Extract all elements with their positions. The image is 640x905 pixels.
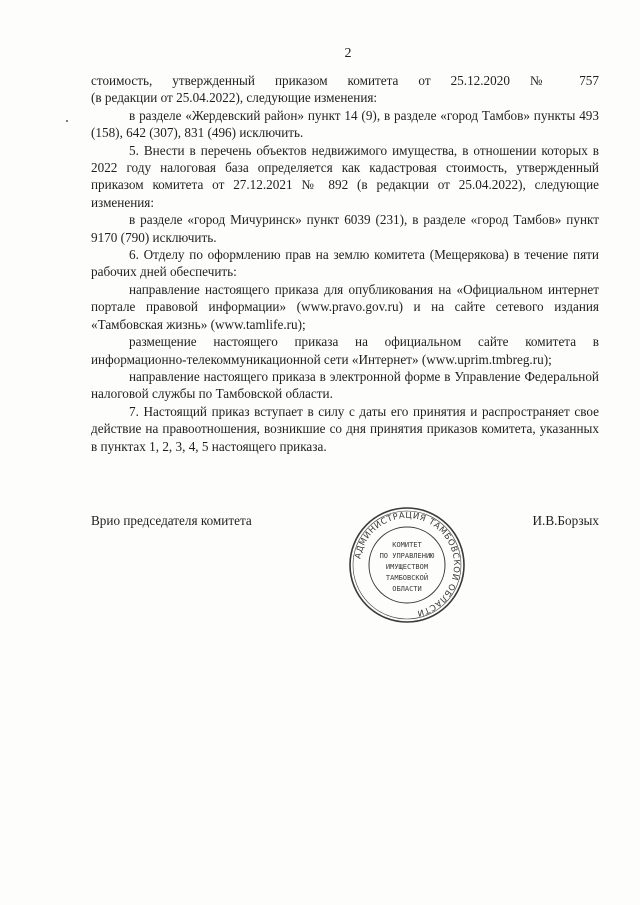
body-paragraph: 7. Настоящий приказ вступает в силу с даты его принятия и распространяет свое действие на правоотношения, возникшие со дня принятия приказов комитета, указанных в пунктах 1, 2, 3, 4, 5 настоящего приказа. <box>91 403 599 454</box>
official-stamp <box>345 503 469 627</box>
body-paragraph: в разделе «Жердевский район» пункт 14 (9), в разделе «город Тамбов» пункты 493 (158), 642 (307), 831 (496) исключить. <box>91 107 599 141</box>
stamp-center-line: ПО УПРАВЛЕНИЮ <box>379 552 435 560</box>
signatory-name: И.В.Борзых <box>532 513 599 528</box>
stamp-seal-graphic <box>345 503 469 627</box>
document-body <box>91 72 599 455</box>
body-paragraph: направление настоящего приказа в электронной форме в Управление Федеральной налоговой службы по Тамбовской области. <box>91 368 599 402</box>
signatory-position: Врио председателя комитета <box>91 513 252 528</box>
body-paragraph: направление настоящего приказа для опубликования на «Официальном интернет портале правовой информации» (www.pravo.gov.ru) и на сайте сетевого издания «Тамбовская жизнь» (www.tamlife.ru); <box>91 281 599 332</box>
body-paragraph: в разделе «город Мичуринск» пункт 6039 (231), в разделе «город Тамбов» пункт 9170 (790) исключить. <box>91 212 599 245</box>
scan-speck <box>66 120 68 122</box>
body-paragraph: 5. Внести в перечень объектов недвижимого имущества, в отношении которых в 2022 году налоговая база определяется как кадастровая стоимость, утвержденный приказом комитета от 27.12.2021 № 892 (в редакции от 25.04.2022), следующие изменения: <box>91 142 599 210</box>
body-paragraph: 6. Отделу по оформлению прав на землю комитета (Мещерякова) в течение пяти рабочих дней обеспечить: <box>91 247 599 280</box>
stamp-ring-text: АДМИНИСТРАЦИЯ ТАМБОВСКОЙ ОБЛАСТИ <box>352 509 463 619</box>
stamp-center-line: ТАМБОВСКОЙ <box>385 574 429 582</box>
stamp-center-line: КОМИТЕТ <box>392 541 422 549</box>
stamp-center-line: ИМУЩЕСТВОМ <box>385 563 429 571</box>
body-paragraph: (в редакции от 25.04.2022), следующие изменения: <box>91 90 378 106</box>
body-paragraph: размещение настоящего приказа на официальном сайте комитета в информационно-телекоммуникационной сети «Интернет» (www.uprim.tmbreg.ru); <box>91 334 599 367</box>
page-number: 2 <box>344 46 352 61</box>
body-paragraph: стоимость, утвержденный приказом комитета от 25.12.2020 № 757 <box>91 73 599 88</box>
stamp-center-line: ОБЛАСТИ <box>392 585 422 593</box>
